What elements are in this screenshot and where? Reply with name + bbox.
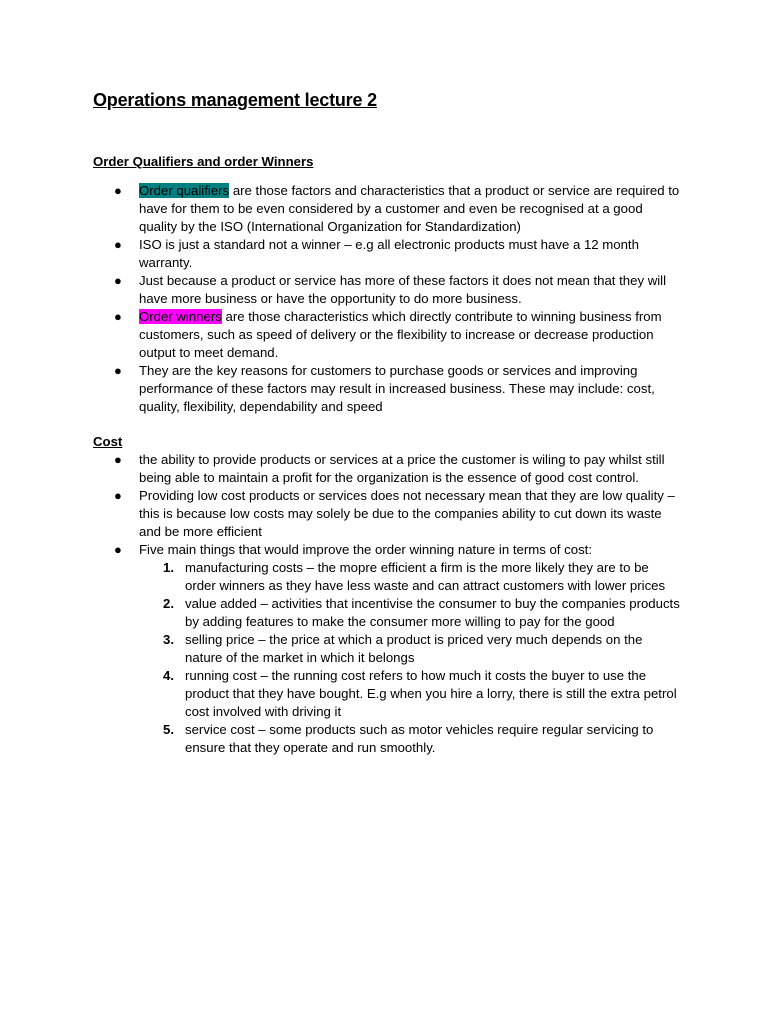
bullet-icon: ● [114,452,122,467]
list-item [93,487,683,541]
list-item [93,182,683,236]
document-title: Operations management lecture 2 [93,90,377,110]
cost-heading: Cost [93,434,123,449]
bullet-icon: ● [114,363,122,378]
numbered-item [93,595,683,631]
cost-numbered-list [93,559,683,757]
list-item [93,362,683,416]
numbered-item [93,667,683,721]
numbered-item-text: selling price – the price at which a product is priced very much depends on the nature of the market in which it belongs [185,632,643,665]
numbered-item [93,721,683,757]
bullet-icon: ● [114,273,122,288]
bullet-icon: ● [114,237,122,252]
bullet-icon: ● [114,542,122,557]
list-item [93,451,683,487]
list-item [93,272,683,308]
numbered-item-text: service cost – some products such as motor vehicles require regular servicing to ensure that they operate and run smoothly. [185,722,654,755]
order-qualifiers-heading: Order Qualifiers and order Winners [93,154,314,169]
cost-bullet-list [93,451,683,559]
item-number: 2. [163,596,174,611]
document-page [93,88,683,757]
item-number: 4. [163,668,174,683]
list-item-text: Just because a product or service has more of these factors it does not mean that they will have more business or have the opportunity to do more business. [139,273,667,306]
numbered-item-text: value added – activities that incentivise the consumer to buy the companies products by adding features to make the consumer more willing to pay for the good [185,596,680,629]
list-item-text: Providing low cost products or services does not necessary mean that they are low quality – this is because low costs may solely be due to the companies ability to cut down its waste and be more efficient [139,488,675,539]
highlighted-term: Order qualifiers [139,183,230,198]
bullet-icon: ● [114,183,122,198]
bullet-icon: ● [114,309,122,324]
highlighted-term: Order winners [139,309,222,324]
list-item [93,308,683,362]
list-item-text: Five main things that would improve the order winning nature in terms of cost: [139,542,592,557]
bullet-icon: ● [114,488,122,503]
list-item-text: ISO is just a standard not a winner – e.g all electronic products must have a 12 month warranty. [139,237,639,270]
item-number: 3. [163,632,174,647]
list-item-text: are those factors and characteristics that a product or service are required to have for them to be even considered by a customer and even be recognised at a good quality by the ISO (International Organization for Standardization) [139,183,680,234]
list-item [93,236,683,272]
numbered-item-text: running cost – the running cost refers to how much it costs the buyer to use the product that they have bought. E.g when you hire a lorry, there is still the extra petrol cost involved with driving it [185,668,677,719]
list-item-text: the ability to provide products or services at a price the customer is wiling to pay whilst still being able to maintain a profit for the organization is the essence of good cost control. [139,452,665,485]
list-item-text: They are the key reasons for customers to purchase goods or services and improving performance of these factors may result in increased business. These may include: cost, quality, flexibility, dependability and speed [139,363,655,414]
numbered-item [93,631,683,667]
list-item-text: are those characteristics which directly contribute to winning business from customers, such as speed of delivery or the flexibility to increase or decrease production output to meet demand. [139,309,662,360]
list-item [93,541,683,559]
item-number: 1. [163,560,174,575]
numbered-item [93,559,683,595]
numbered-item-text: manufacturing costs – the mopre efficient a firm is the more likely they are to be order winners as they have less waste and can attract customers with lower prices [185,560,666,593]
item-number: 5. [163,722,174,737]
order-bullet-list [93,182,683,416]
